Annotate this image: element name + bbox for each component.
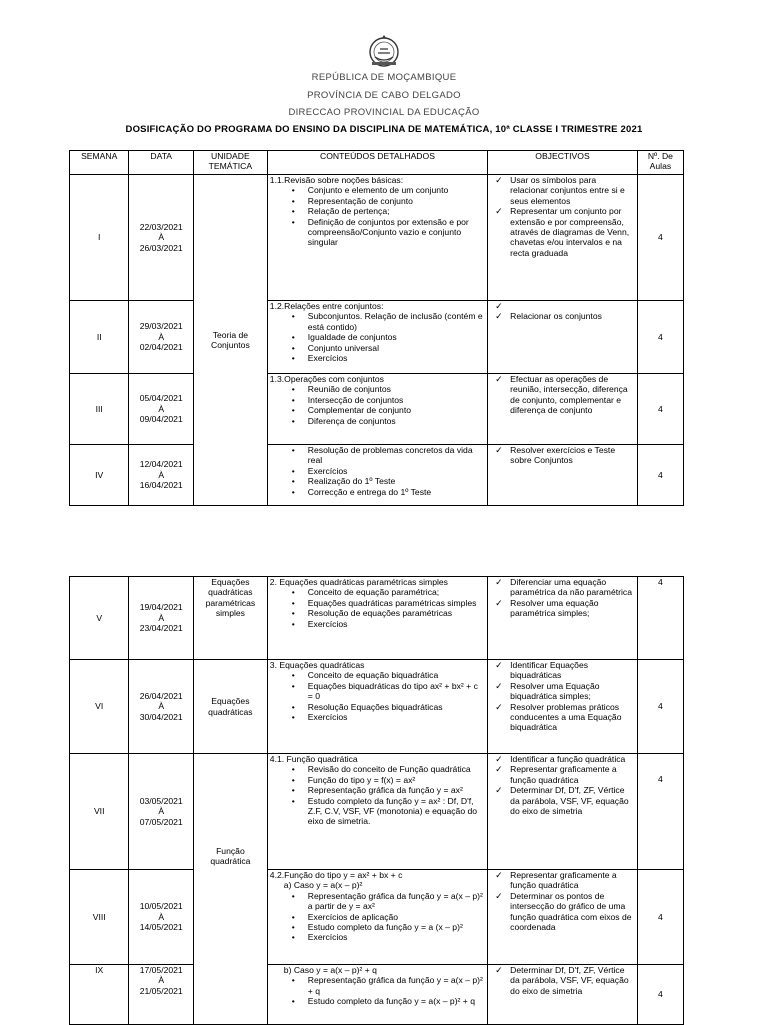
lessons-cell: 4	[637, 374, 683, 445]
header-directorate: DIRECCAO PROVINCIAL DA EDUCAÇÃO	[288, 107, 480, 118]
objective-item: ✓ Efectuar as operações de reunião, intersecção, diferença de conjunto, complementar e diferença de conjunto	[510, 374, 635, 416]
contents-cell	[267, 965, 487, 1025]
list-item: • Conjunto e elemento de um conjunto	[308, 185, 485, 195]
unit-cell: Equações quadráticas	[194, 660, 268, 754]
list-item: • Conjunto universal	[308, 343, 485, 353]
lessons-cell: 4	[637, 754, 683, 870]
objectives-cell	[488, 577, 638, 660]
lessons-cell: 4	[637, 301, 683, 374]
dosage-table-1	[69, 150, 684, 506]
date-cell	[129, 965, 194, 1025]
table-row	[70, 301, 684, 374]
date-separator: À	[158, 701, 165, 712]
list-item: • Equações quadráticas paramétricas simples	[308, 598, 485, 608]
table-row	[70, 175, 684, 301]
date-cell	[129, 577, 194, 660]
date-end: 09/04/2021	[139, 414, 183, 425]
objective-item: ✓ Relacionar os conjuntos	[510, 311, 635, 321]
list-item: • Exercícios de aplicação	[308, 912, 485, 922]
date-start: 29/03/2021	[139, 321, 183, 332]
date-separator: À	[158, 911, 165, 922]
objectives-cell	[488, 445, 638, 506]
objective-item: ✓ Resolver uma equação paramétrica simples;	[510, 598, 635, 619]
content-title: 1.3.Operações com conjuntos	[269, 374, 384, 384]
contents-cell	[267, 301, 487, 374]
list-item: • Intersecção de conjuntos	[308, 395, 485, 405]
week-cell: IV	[70, 445, 129, 506]
dosage-table-2	[69, 576, 684, 1025]
week-cell: VII	[70, 754, 129, 870]
date-end: 07/05/2021	[139, 816, 183, 827]
date-end: 14/05/2021	[139, 922, 183, 933]
col-header-lessons: Nº. De Aulas	[637, 151, 683, 175]
objective-item: ✓ Usar os símbolos para relacionar conjuntos entre si e seus elementos	[510, 175, 635, 206]
date-cell	[129, 175, 194, 301]
week-cell: II	[70, 301, 129, 374]
contents-cell	[267, 374, 487, 445]
date-end: 23/04/2021	[139, 623, 183, 634]
date-start: 17/05/2021	[139, 965, 183, 975]
objective-item: ✓ Determinar Df, D'f, ZF, Vértice da parábola, VSF, VF, equação do eixo de simetria	[510, 965, 635, 996]
content-subtitle: b) Caso y = a(x – p)² + q	[283, 965, 377, 975]
list-item: • Exercícios	[308, 353, 485, 363]
list-item: • Função do tipo y = f(x) = ax²	[308, 775, 485, 785]
date-cell	[129, 870, 194, 965]
objective-item: ✓ Representar graficamente a função quadrática	[510, 870, 635, 891]
table-row	[70, 965, 684, 1025]
list-item: • Estudo completo da função y = ax² : Df, D'f, Z.F, C.V, VSF, VF (monotonia) e equação do eixo de simetria.	[308, 796, 485, 827]
list-item: • Subconjuntos. Relação de inclusão (contém e está contido)	[308, 311, 485, 332]
date-start: 10/05/2021	[139, 901, 183, 912]
col-header-week: SEMANA	[70, 151, 129, 175]
unit-cell: Função quadrática	[194, 754, 268, 1025]
list-item: • Definição de conjuntos por extensão e por compreensão/Conjunto vazio e conjunto singular	[308, 217, 485, 248]
list-item: • Revisão do conceito de Função quadrática	[308, 764, 485, 774]
list-item: • Estudo completo da função y = a (x – p)²	[308, 922, 485, 932]
objectives-cell	[488, 965, 638, 1025]
date-separator: À	[158, 469, 165, 480]
date-end: 30/04/2021	[139, 711, 183, 722]
col-header-date: DATA	[129, 151, 194, 175]
list-item: • Relação de pertença;	[308, 206, 485, 216]
list-item: • Complementar de conjunto	[308, 405, 485, 415]
list-item: • Resolução de problemas concretos da vida real	[308, 445, 485, 466]
table-row	[70, 445, 684, 506]
content-title: 1.2.Relações entre conjuntos:	[269, 301, 384, 311]
contents-cell	[267, 577, 487, 660]
list-item: • Estudo completo da função y = a(x – p)² + q	[308, 996, 485, 1006]
lessons-cell: 4	[637, 175, 683, 301]
col-header-objectives: OBJECTIVOS	[488, 151, 638, 175]
week-cell: VIII	[70, 870, 129, 965]
week-cell: IX	[70, 965, 129, 1025]
date-separator: À	[158, 403, 165, 414]
date-cell	[129, 660, 194, 754]
objective-item: ✓ Identificar Equações biquadráticas	[510, 660, 635, 681]
date-start: 05/04/2021	[139, 393, 183, 404]
contents-cell	[267, 445, 487, 506]
objectives-cell	[488, 754, 638, 870]
document-title: DOSIFICAÇÃO DO PROGRAMA DO ENSINO DA DISCIPLINA DE MATEMÁTICA, 10ª CLASSE I TRIMESTRE 2021	[125, 124, 643, 135]
table-header-row	[70, 151, 684, 175]
date-end: 21/05/2021	[139, 985, 183, 996]
content-title: 3. Equações quadráticas	[269, 660, 365, 670]
lessons-cell: 4	[637, 660, 683, 754]
table-row	[70, 870, 684, 965]
date-start: 22/03/2021	[139, 221, 183, 232]
objective-item: ✓ Identificar a função quadrática	[510, 754, 635, 764]
date-separator: À	[158, 232, 165, 243]
contents-cell	[267, 754, 487, 870]
table-row	[70, 577, 684, 660]
objective-item: ✓ Representar graficamente a função quadrática	[510, 764, 635, 785]
objectives-cell	[488, 175, 638, 301]
col-header-contents: CONTEÚDOS DETALHADOS	[267, 151, 487, 175]
objectives-cell	[488, 374, 638, 445]
list-item: • Equações biquadráticas do tipo ax² + bx² + c = 0	[308, 681, 485, 702]
list-item: • Exercícios	[308, 712, 485, 722]
list-item: • Resolução Equações biquadráticas	[308, 702, 485, 712]
objective-item: ✓ Determinar Df, D'f, ZF, Vértice da parábola, VSF, VF, equação do eixo de simetria	[510, 785, 635, 816]
lessons-cell: 4	[637, 965, 683, 1025]
date-separator: À	[158, 975, 165, 986]
lessons-cell: 4	[637, 445, 683, 506]
contents-cell	[267, 870, 487, 965]
table-row	[70, 374, 684, 445]
week-cell: I	[70, 175, 129, 301]
week-cell: VI	[70, 660, 129, 754]
content-title: 4.2.Função do tipo y = ax² + bx + c	[269, 870, 403, 880]
objective-item: ✓ Determinar os pontos de intersecção do gráfico de uma função quadrática com eixos de coordenada	[510, 891, 635, 933]
list-item: • Representação gráfica da função y = ax²	[308, 785, 485, 795]
date-end: 16/04/2021	[139, 480, 183, 491]
list-item: • Conceito de equação paramétrica;	[308, 587, 485, 597]
date-start: 19/04/2021	[139, 602, 183, 613]
objective-item: ✓ Resolver uma Equação biquadrática simples;	[510, 681, 635, 702]
list-item: • Representação gráfica da função y = a(x – p)² + q	[308, 975, 485, 996]
col-header-unit: UNIDADE TEMÁTICA	[194, 151, 268, 175]
objective-item: ✓ Resolver problemas práticos conducentes a uma Equação biquadrática	[510, 702, 635, 733]
mozambique-emblem-icon	[366, 33, 402, 69]
date-separator: À	[158, 806, 165, 817]
objectives-cell	[488, 870, 638, 965]
table-row	[70, 754, 684, 870]
date-start: 26/04/2021	[139, 690, 183, 701]
list-item: • Diferença de conjuntos	[308, 416, 485, 426]
content-title: 1.1.Revisão sobre noções básicas:	[269, 175, 404, 185]
list-item: • Exercícios	[308, 619, 485, 629]
objective-item: ✓ Representar um conjunto por extensão e por compreensão, através de diagramas de Venn, chavetas e/ou intervalos e na recta graduada	[510, 206, 635, 258]
unit-cell: Teoria de Conjuntos	[194, 175, 268, 506]
list-item: • Resolução de equações paramétricas	[308, 608, 485, 618]
date-start: 12/04/2021	[139, 459, 183, 470]
list-item: • Conceito de equação biquadrática	[308, 670, 485, 680]
objectives-cell	[488, 660, 638, 754]
list-item: • Realização do 1º Teste	[308, 476, 485, 486]
content-title: 4.1. Função quadrática	[269, 754, 358, 764]
list-item: • Exercícios	[308, 932, 485, 942]
list-item: • Exercícios	[308, 466, 485, 476]
header-province: PROVÍNCIA DE CABO DELGADO	[307, 90, 461, 101]
date-end: 26/03/2021	[139, 242, 183, 253]
date-cell	[129, 301, 194, 374]
date-cell	[129, 754, 194, 870]
contents-cell	[267, 175, 487, 301]
week-cell: III	[70, 374, 129, 445]
header-republic: REPÚBLICA DE MOÇAMBIQUE	[311, 72, 457, 83]
date-separator: À	[158, 331, 165, 342]
content-subtitle: a) Caso y = a(x – p)²	[283, 880, 363, 891]
date-cell	[129, 374, 194, 445]
unit-cell: Equações quadráticas paramétricas simples	[194, 577, 268, 660]
objective-item: ✓ Diferenciar uma equação paramétrica da não paramétrica	[510, 577, 635, 598]
date-cell	[129, 445, 194, 506]
objectives-cell	[488, 301, 638, 374]
list-item: • Reunião de conjuntos	[308, 384, 485, 394]
contents-cell	[267, 660, 487, 754]
list-item: • Representação de conjunto	[308, 196, 485, 206]
objective-item	[510, 301, 635, 311]
content-title: 2. Equações quadráticas paramétricas simples	[269, 577, 448, 587]
lessons-cell: 4	[637, 870, 683, 965]
date-separator: À	[158, 612, 165, 623]
week-cell: V	[70, 577, 129, 660]
list-item: • Correcção e entrega do 1º Teste	[308, 487, 485, 497]
objective-item: ✓ Resolver exercícios e Teste sobre Conjuntos	[510, 445, 635, 466]
table-row	[70, 660, 684, 754]
list-item: • Representação gráfica da função y = a(x – p)² a partir de y = ax²	[308, 891, 485, 912]
date-end: 02/04/2021	[139, 342, 183, 353]
lessons-cell: 4	[637, 577, 683, 660]
list-item: • Igualdade de conjuntos	[308, 332, 485, 342]
date-start: 03/05/2021	[139, 795, 183, 806]
